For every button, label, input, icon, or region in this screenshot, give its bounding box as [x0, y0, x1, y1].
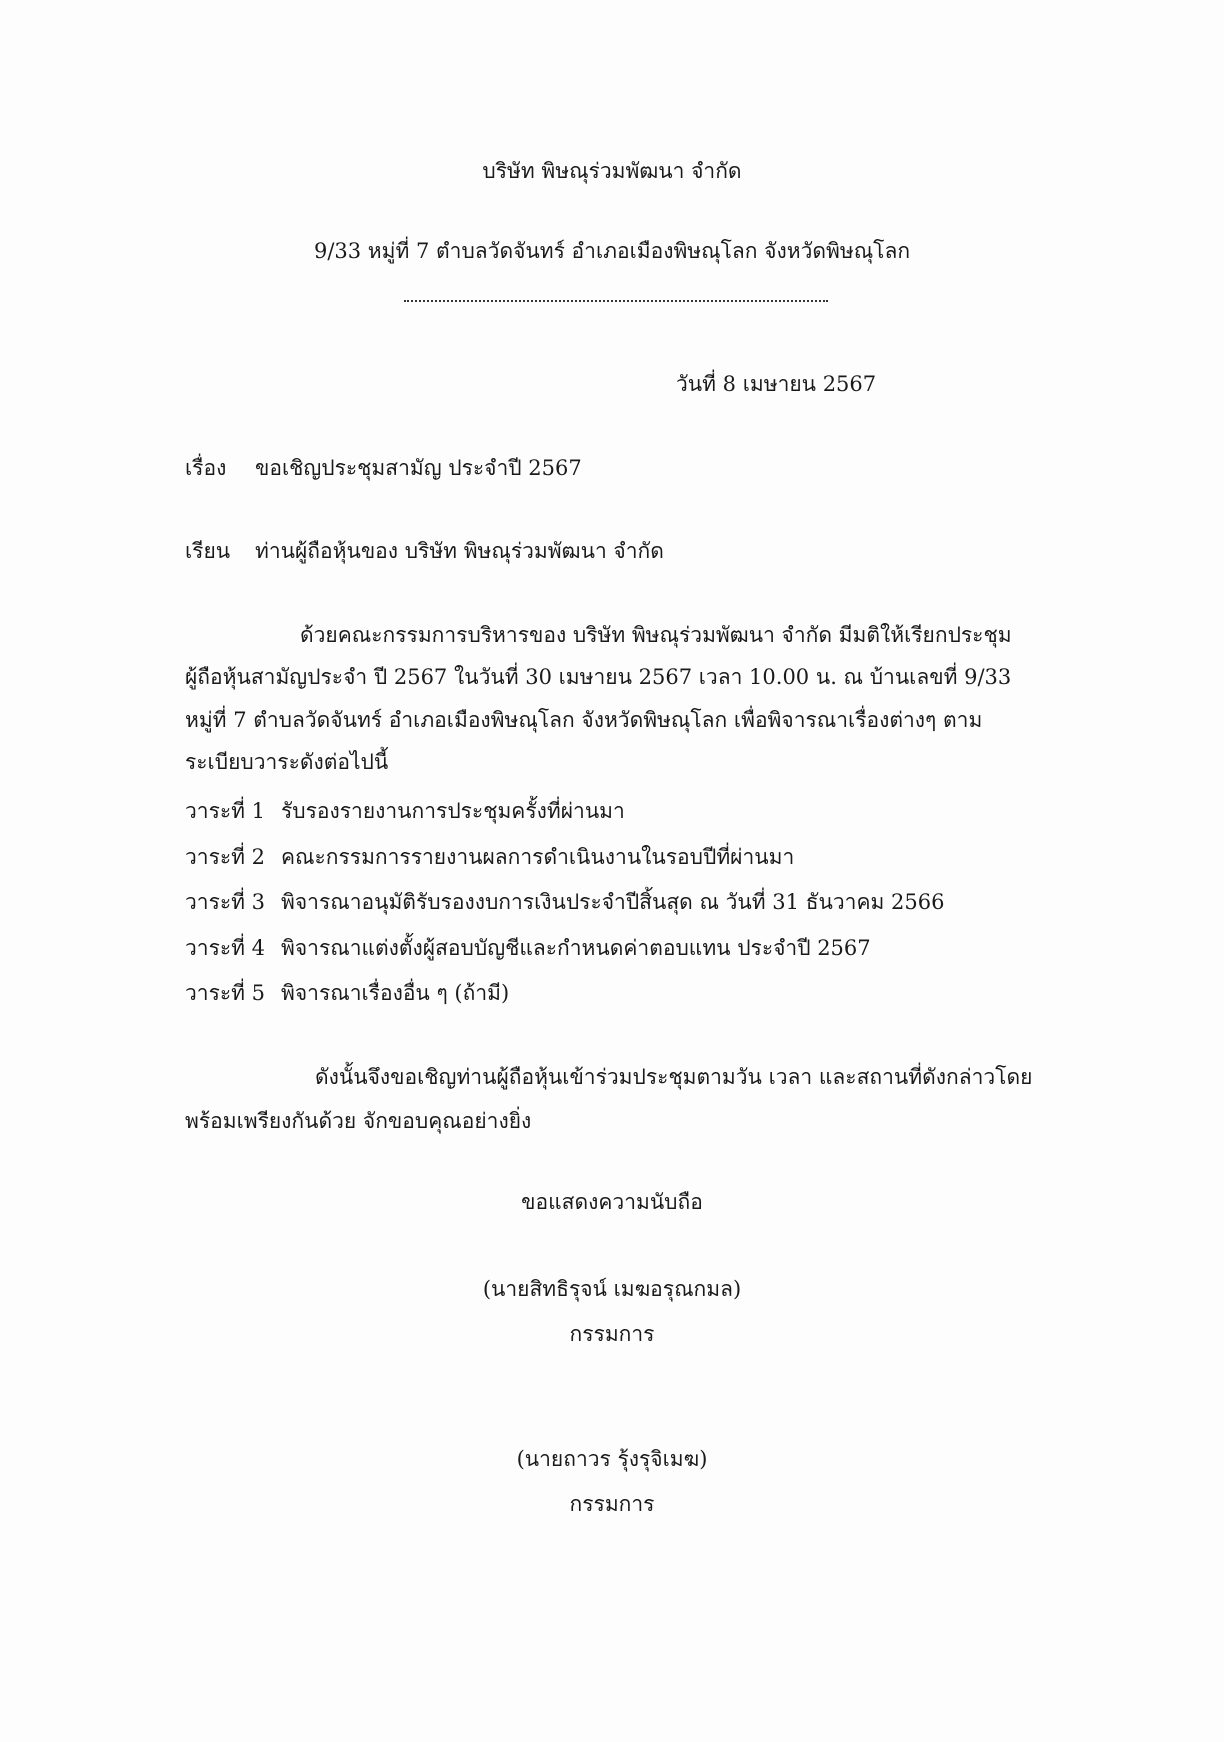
recipient-label: เรียน	[185, 539, 231, 563]
company-address: 9/33 หมู่ที่ 7 ตำบลวัดจันทร์ อำเภอเมืองพิษณุโลก จังหวัดพิษณุโลก	[313, 239, 911, 263]
paragraph2-line-1: ดังนั้นจึงขอเชิญท่านผู้ถือหุ้นเข้าร่วมประชุมตามวัน เวลา และสถานที่ดังกล่าวโดย	[315, 1065, 1033, 1089]
agenda-text: พิจารณาเรื่องอื่น ๆ (ถ้ามี)	[281, 981, 510, 1005]
paragraph1-line-1: ด้วยคณะกรรมการบริหารของ บริษัท พิษณุร่วมพัฒนา จำกัด มีมติให้เรียกประชุม	[300, 623, 1012, 647]
subject-label: เรื่อง	[185, 456, 227, 480]
signatory-title: กรรมการ	[569, 1322, 655, 1346]
recipient-text: ท่านผู้ถือหุ้นของ บริษัท พิษณุร่วมพัฒนา จำกัด	[255, 539, 664, 563]
agenda-number: วาระที่ 4	[185, 936, 266, 960]
agenda-number: วาระที่ 1	[185, 799, 266, 823]
agenda-item	[185, 843, 794, 871]
closing: ขอแสดงความนับถือ	[521, 1190, 703, 1214]
signatory-name: (นายสิทธิรุจน์ เมฆอรุณกมล)	[482, 1277, 742, 1301]
subject-text: ขอเชิญประชุมสามัญ ประจำปี 2567	[255, 456, 582, 480]
agenda-text: พิจารณาอนุมัติรับรองงบการเงินประจำปีสิ้นสุด ณ วันที่ 31 ธันวาคม 2566	[281, 890, 945, 914]
agenda-number: วาระที่ 3	[185, 890, 266, 914]
letter-date: วันที่ 8 เมษายน 2567	[676, 372, 877, 396]
subject-line	[185, 454, 582, 482]
agenda-item	[185, 979, 509, 1007]
agenda-text: คณะกรรมการรายงานผลการดำเนินงานในรอบปีที่ผ่านมา	[281, 845, 795, 869]
signatory-title: กรรมการ	[569, 1492, 655, 1516]
agenda-item	[185, 934, 871, 962]
paragraph1-line-3: หมู่ที่ 7 ตำบลวัดจันทร์ อำเภอเมืองพิษณุโลก จังหวัดพิษณุโลก เพื่อพิจารณาเรื่องต่างๆ ตาม	[185, 708, 983, 732]
paragraph2-line-2: พร้อมเพรียงกันด้วย จักขอบคุณอย่างยิ่ง	[185, 1109, 532, 1133]
paragraph1-line-4: ระเบียบวาระดังต่อไปนี้	[185, 750, 389, 774]
agenda-number: วาระที่ 5	[185, 981, 266, 1005]
agenda-number: วาระที่ 2	[185, 845, 266, 869]
agenda-item	[185, 888, 944, 916]
recipient-line	[185, 537, 664, 565]
header-divider	[404, 300, 828, 302]
agenda-item	[185, 797, 625, 825]
signatory-name: (นายถาวร รุ้งรุจิเมฆ)	[516, 1447, 708, 1471]
paragraph1-line-2: ผู้ถือหุ้นสามัญประจำ ปี 2567 ในวันที่ 30 เมษายน 2567 เวลา 10.00 น. ณ บ้านเลขที่ 9/33	[185, 665, 1012, 689]
agenda-text: พิจารณาแต่งตั้งผู้สอบบัญชีและกำหนดค่าตอบแทน ประจำปี 2567	[281, 936, 871, 960]
agenda-text: รับรองรายงานการประชุมครั้งที่ผ่านมา	[281, 799, 625, 823]
company-name: บริษัท พิษณุร่วมพัฒนา จำกัด	[482, 159, 742, 183]
